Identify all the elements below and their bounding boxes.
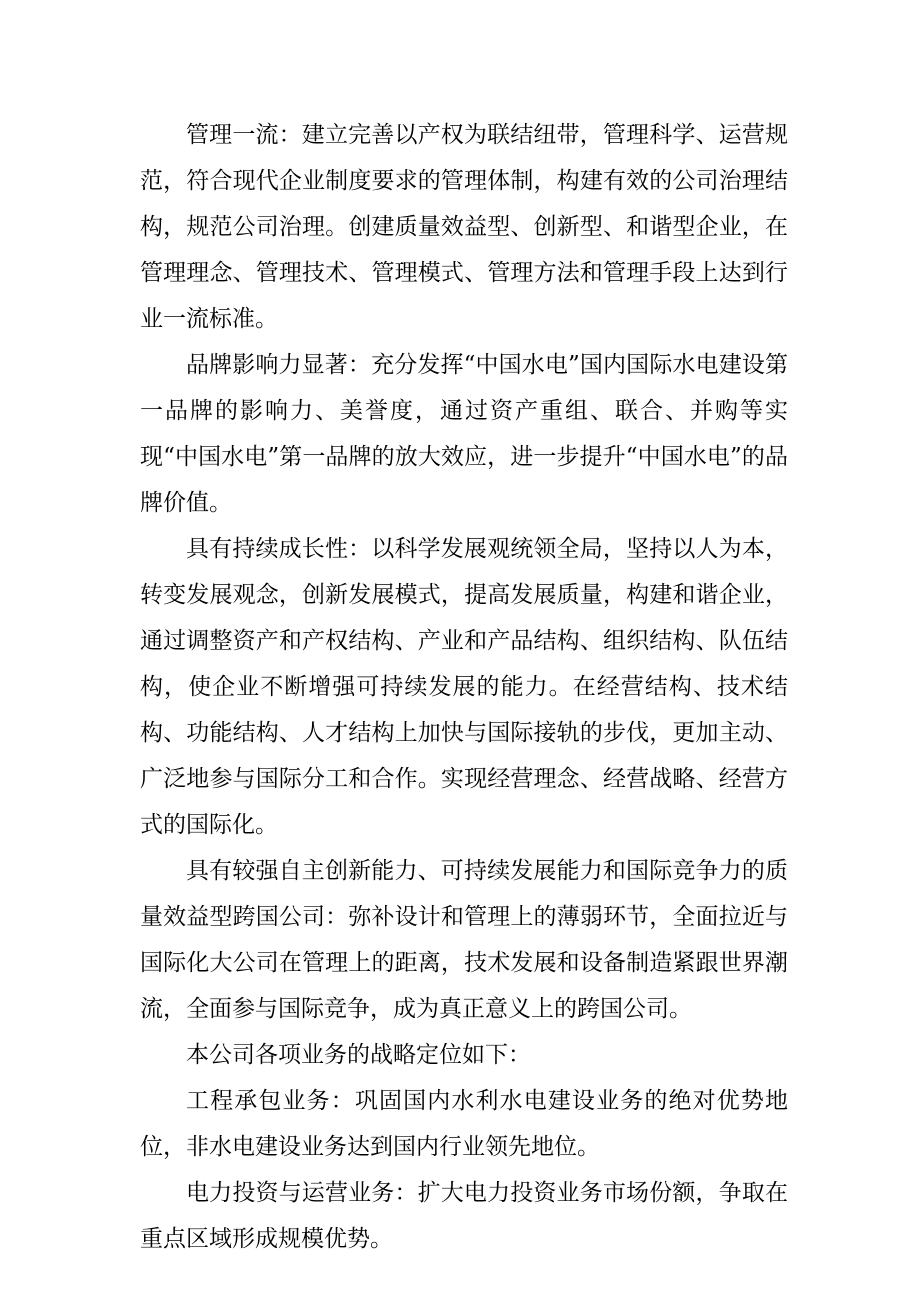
document-body bbox=[140, 112, 788, 1262]
paragraph-strategy-intro: 本公司各项业务的战略定位如下： bbox=[186, 1042, 531, 1068]
paragraph-power-investment: 电力投资与运营业务：扩大电力投资业务市场份额，争取在重点区域形成规模优势。 bbox=[140, 1180, 788, 1252]
paragraph-innovation: 具有较强自主创新能力、可持续发展能力和国际竞争力的质量效益型跨国公司：弥补设计和管理上的薄弱环节，全面拉近与国际化大公司在管理上的距离，技术发展和设备制造紧跟世界潮流，全面参与国际竞争，成为真正意义上的跨国公司。 bbox=[140, 858, 788, 1022]
paragraph-management: 管理一流：建立完善以产权为联结纽带，管理科学、运营规范，符合现代企业制度要求的管理体制，构建有效的公司治理结构，规范公司治理。创建质量效益型、创新型、和谐型企业，在管理理念、管理技术、管理模式、管理方法和管理手段上达到行业一流标准。 bbox=[140, 122, 788, 332]
paragraph-brand: 品牌影响力显著：充分发挥“中国水电”国内国际水电建设第一品牌的影响力、美誉度，通过资产重组、联合、并购等实现“中国水电”第一品牌的放大效应，进一步提升“中国水电”的品牌价值。 bbox=[140, 352, 788, 516]
paragraph-growth: 具有持续成长性：以科学发展观统领全局，坚持以人为本，转变发展观念，创新发展模式，提高发展质量，构建和谐企业，通过调整资产和产权结构、产业和产品结构、组织结构、队伍结构，使企业不断增强可持续发展的能力。在经营结构、技术结构、功能结构、人才结构上加快与国际接轨的步伐，更加主动、广泛地参与国际分工和合作。实现经营理念、经营战略、经营方式的国际化。 bbox=[140, 536, 788, 838]
paragraph-engineering: 工程承包业务：巩固国内水利水电建设业务的绝对优势地位，非水电建设业务达到国内行业领先地位。 bbox=[140, 1088, 788, 1160]
